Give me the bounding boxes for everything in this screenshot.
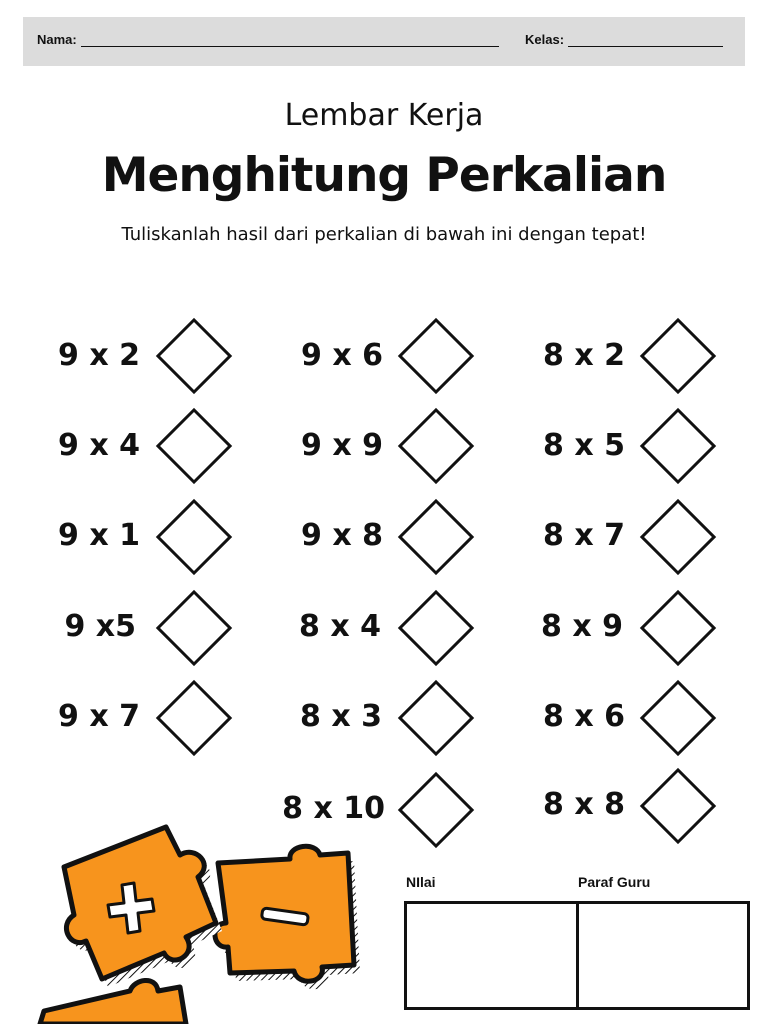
instruction-text: Tuliskanlah hasil dari perkalian di bawah ini dengan tepat! <box>121 224 647 245</box>
score-table <box>404 901 750 1010</box>
answer-box-1-4[interactable] <box>156 590 232 666</box>
answer-box-2-3[interactable] <box>398 499 474 575</box>
worksheet-subtitle: Lembar Kerja <box>284 98 484 133</box>
answer-box-2-6[interactable] <box>398 772 474 848</box>
paraf-guru-cell[interactable] <box>576 904 748 1007</box>
class-field[interactable] <box>525 32 723 47</box>
nilai-cell[interactable] <box>407 904 576 1007</box>
problem-3-2: 8 x 5 <box>543 428 625 463</box>
student-info-bar <box>23 17 745 66</box>
answer-box-2-5[interactable] <box>398 680 474 756</box>
problem-2-4: 8 x 4 <box>299 609 381 644</box>
name-blank-line[interactable] <box>81 34 499 47</box>
problem-3-3: 8 x 7 <box>543 518 625 553</box>
answer-box-2-1[interactable] <box>398 318 474 394</box>
answer-box-3-5[interactable] <box>640 680 716 756</box>
answer-box-1-1[interactable] <box>156 318 232 394</box>
problem-2-1: 9 x 6 <box>301 338 383 373</box>
answer-box-3-6[interactable] <box>640 768 716 844</box>
problem-3-1: 8 x 2 <box>543 338 625 373</box>
nilai-label: NIlai <box>406 874 436 890</box>
problem-1-3: 9 x 1 <box>58 518 140 553</box>
worksheet-title: Menghitung Perkalian <box>101 148 667 203</box>
problem-1-4: 9 x5 <box>64 609 136 644</box>
paraf-guru-label: Paraf Guru <box>578 874 651 890</box>
answer-box-1-5[interactable] <box>156 680 232 756</box>
name-field[interactable] <box>37 32 499 47</box>
name-label: Nama: <box>37 32 77 47</box>
answer-box-2-4[interactable] <box>398 590 474 666</box>
problem-2-2: 9 x 9 <box>301 428 383 463</box>
problem-2-6: 8 x 10 <box>282 791 385 826</box>
problem-3-5: 8 x 6 <box>543 699 625 734</box>
answer-box-1-2[interactable] <box>156 408 232 484</box>
problem-1-5: 9 x 7 <box>58 699 140 734</box>
answer-box-2-2[interactable] <box>398 408 474 484</box>
class-blank-line[interactable] <box>568 34 723 47</box>
answer-box-1-3[interactable] <box>156 499 232 575</box>
problem-1-1: 9 x 2 <box>58 338 140 373</box>
problem-2-3: 9 x 8 <box>301 518 383 553</box>
problem-1-2: 9 x 4 <box>58 428 140 463</box>
problem-3-6: 8 x 8 <box>543 787 625 822</box>
answer-box-3-1[interactable] <box>640 318 716 394</box>
problem-2-5: 8 x 3 <box>300 699 382 734</box>
class-label: Kelas: <box>525 32 565 47</box>
answer-box-3-2[interactable] <box>640 408 716 484</box>
answer-box-3-4[interactable] <box>640 590 716 666</box>
answer-box-3-3[interactable] <box>640 499 716 575</box>
puzzle-piece-bottom <box>40 980 186 1024</box>
problem-3-4: 8 x 9 <box>541 609 623 644</box>
puzzle-pieces-icon <box>30 815 370 1024</box>
